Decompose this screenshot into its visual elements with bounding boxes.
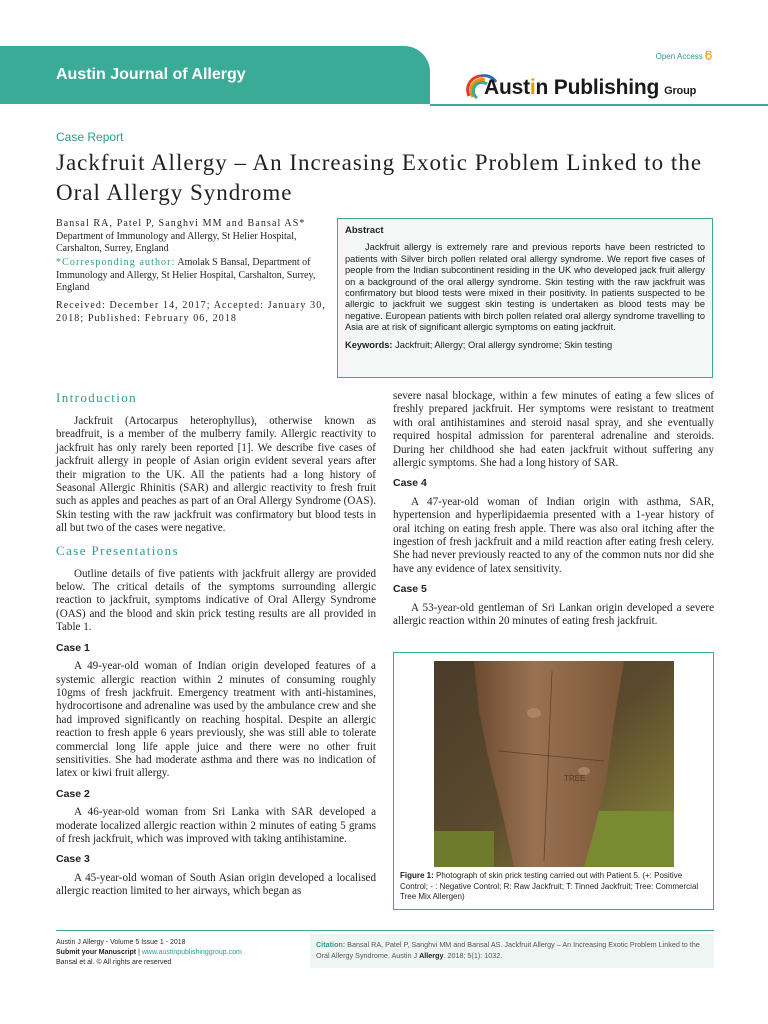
- case-3-heading: Case 3: [56, 853, 90, 866]
- citation-tail: . 2018; 5(1): 1032.: [443, 951, 503, 960]
- logo-text-prefix: Aust: [484, 76, 530, 99]
- footer-volume: Austin J Allergy - Volume 5 Issue 1 - 2018: [56, 939, 186, 946]
- case-3-text: A 45-year-old woman of South Asian origin developed a localised allergic reaction limited to her airways, which began as: [56, 871, 376, 898]
- left-column: [56, 390, 376, 899]
- abstract-body: Jackfruit allergy is extremely rare and previous reports have been restricted to patients with Silver birch pollen related oral allergy syndrome. We report five cases of people from the Indian subcontinent residing in the UK who developed jack fruit allergy on a background of the oral allergy syndrome. Skin testing with the raw jackfruit was confirmatory but blood tests were mixed in their positivity. In patients suspected to be allergic to jackfruit we suggest skin testing is undertaken as blood tests may be negative. European patients with birch pollen related oral allergy syndrome travelling to Asia are at risk of significant allergic symptoms on eating jackfruit.: [345, 242, 705, 333]
- open-access-icon: [705, 51, 712, 60]
- keywords-list: Jackfruit; Allergy; Oral allergy syndrome; Skin testing: [395, 339, 613, 350]
- figure-caption-text: Photograph of skin prick testing carried out with Patient 5. (+: Positive Control; - : Negative Control; R: Raw Jackfruit; T: Tinned Jackfruit; Tree: Commercial Tree Mix Allergen): [400, 871, 699, 901]
- affiliation: Department of Immunology and Allergy, St Helier Hospital, Carshalton, Surrey, England: [56, 230, 297, 254]
- case-1-heading: Case 1: [56, 641, 90, 654]
- article-type: Case Report: [56, 130, 124, 144]
- case-2-text: A 46-year-old woman from Sri Lanka with SAR developed a moderate localized allergic reaction within 2 minutes of eating 5 grams of fresh jackfruit, which was improved with taking antihistamine.: [56, 806, 376, 845]
- case-3-continued: severe nasal blockage, within a few minutes of eating a few slices of freshly prepared jackfruit. Her symptoms were resistant to treatment with oral antihistamines and steroid nasal spray, and she eventually required hospital admission for parenteral adrenaline and steroids. During her childhood she had eaten jackfruit without suffering any allergic symptoms. She had a long history of SAR.: [393, 390, 714, 470]
- case-1-text: A 49-year-old woman of Indian origin developed features of a systemic allergic reaction within 2 minutes of consuming roughly 10gms of fresh jackfruit. Emergency treatment with anti-histamines, hydrocortisone and adrenaline was used by the ambulance crew and she had improved significantly on reaching hospital. Despite an allergic reaction to fresh apple 6 years previously, she was still able to tolerate commercial long life apple juice and there were no other fruit sensitivities. She had moderate asthma and there was no indication of latex or kiwi fruit allergy.: [56, 660, 376, 780]
- open-access-badge: [656, 51, 712, 61]
- submit-label: Submit your Manuscript: [56, 949, 137, 956]
- citation-journal: Allergy: [419, 951, 444, 960]
- case-presentations-intro: Outline details of five patients with jackfruit allergy are provided below. The critical details of the symptoms surrounding allergic reaction to jackfruit, symptoms indicative of Oral Allergy Syndrome (OAS) and the blood and skin prick testing results are all provided in Table 1.: [56, 567, 376, 634]
- journal-banner: [0, 46, 430, 104]
- skin-prick-test-photo: [434, 661, 674, 867]
- footer-rights: Bansal et al. © All rights are reserved: [56, 959, 172, 966]
- figure-caption: [400, 871, 708, 903]
- case-presentations-heading: Case Presentations: [56, 542, 180, 558]
- case-5-heading: Case 5: [393, 583, 427, 596]
- figure-1: [393, 652, 714, 910]
- logo-group: Group: [664, 85, 697, 97]
- footer-rule: [56, 930, 714, 931]
- submit-separator: |: [136, 949, 142, 956]
- logo-wordmark: [484, 76, 696, 100]
- author-block: [56, 218, 326, 256]
- citation-text: Bansal RA, Patel P, Sanghvi MM and Bansal AS. Jackfruit Allergy – An Increasing Exotic Problem Linked to the Oral Allergy Syndrome. Austin J: [316, 940, 700, 960]
- logo-text-i: i: [529, 76, 536, 99]
- authors: Bansal RA, Patel P, Sanghvi MM and Bansal AS*: [56, 218, 306, 229]
- article-title: Jackfruit Allergy – An Increasing Exotic Problem Linked to the Oral Allergy Syndrome: [56, 150, 703, 205]
- photo-label: TREE: [564, 774, 586, 783]
- introduction-heading: Introduction: [56, 390, 138, 405]
- case-2-heading: Case 2: [56, 787, 90, 800]
- keywords-label: Keywords:: [345, 339, 393, 350]
- corresponding-author: [56, 257, 326, 295]
- submit-link[interactable]: www.austinpublishinggroup.com: [141, 949, 242, 956]
- abstract-box: [337, 218, 713, 378]
- journal-name: Austin Journal of Allergy: [56, 66, 246, 83]
- corresponding-label: *Corresponding author:: [56, 257, 176, 268]
- footer-journal-info: [56, 938, 306, 968]
- keywords: [345, 340, 705, 351]
- abstract-heading: Abstract: [345, 225, 384, 236]
- header-rule: [430, 104, 768, 106]
- open-access-label: Open Access: [655, 52, 703, 61]
- figure-label: Figure 1:: [400, 871, 434, 880]
- footer-submit: [56, 948, 306, 958]
- case-5-text: A 53-year-old gentleman of Sri Lankan origin developed a severe allergic reaction within 20 minutes of eating fresh jackfruit.: [393, 601, 714, 628]
- right-column: [393, 390, 714, 629]
- case-4-text: A 47-year-old woman of Indian origin with asthma, SAR, hypertension and hyperlipidaemia presented with a 1-year history of oral itching on eating fresh apple. There was also oral itching after the ingestion of fresh jackfruit and a mild reaction after eating fresh celery. She had never previously reacted to any of the common nuts nor did she have any evidence of latex sensitivity.: [393, 495, 714, 575]
- corresponding-name: Amolak S Bansal,: [177, 257, 250, 268]
- corresponding-affiliation: Department of Immunology and Allergy, St Helier Hospital, Carshalton, Surrey, England: [56, 257, 316, 293]
- article-dates: Received: December 14, 2017; Accepted: January 30, 2018; Published: February 06, 2018: [56, 300, 326, 324]
- footer-citation: [310, 934, 714, 968]
- logo-text-suffix: n Publishing: [535, 76, 660, 99]
- introduction-text: Jackfruit (Artocarpus heterophyllus), otherwise known as breadfruit, is a member of the mulberry family. Allergic reactivity to jackfruit has only rarely been reported [1]. We describe five cases of jackfruit allergy in people of Asian origin evident several years after their migration to the UK. All the patients had a long history of Seasonal Allergic Rhinitis (SAR) and allergic reactivity to fresh fruit such as apples and peaches as part of an Oral Allergy Syndrome (OAS). Skin testing with the raw jackfruit was confirmatory but blood tests in all but two of the cases were negative.: [56, 415, 376, 535]
- case-4-heading: Case 4: [393, 477, 427, 490]
- citation-label: Citation:: [316, 940, 346, 949]
